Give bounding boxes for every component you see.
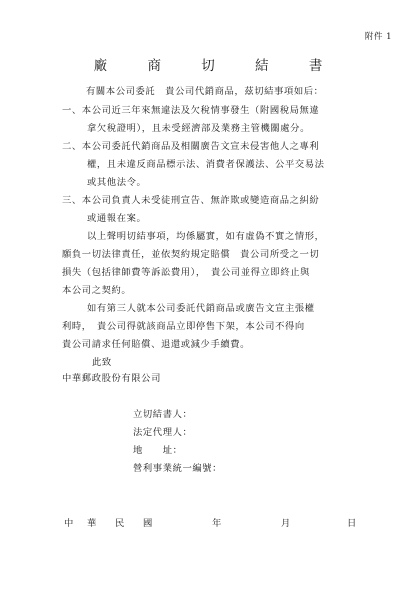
date-char-1: 中 [64, 518, 74, 529]
address-label: 地 址： [133, 445, 183, 456]
paragraph-1-line-2: 願負一切法律責任，並依契約規定賠償 貴公司所受之一切 [62, 249, 320, 260]
item-1-line-1: 一、本公司近三年來無違法及欠稅情事發生（附國稅局無違 [62, 105, 320, 116]
closing-text: 此致 [92, 357, 112, 368]
paragraph-1-line-3: 損失（包括律師費等訴訟費用）， 貴公司並得立即終止與 [62, 267, 311, 278]
item-2-line-2: 權，且未違反商品標示法、消費者保護法、公平交易法 [87, 159, 325, 170]
date-char-2: 華 [87, 518, 97, 529]
recipient-name: 中華郵政股份有限公司 [62, 373, 161, 384]
representative-label: 法定代理人： [133, 427, 193, 438]
date-month-label: 月 [281, 518, 291, 529]
date-char-3: 民 [115, 518, 125, 529]
paragraph-2-line-3: 貴公司請求任何賠償、退還或減少手續費。 [62, 339, 251, 350]
paragraph-2-line-2: 利時， 貴公司得就該商品立即停售下架，本公司不得向 [62, 321, 305, 332]
signer-label: 立切結書人： [133, 409, 193, 420]
date-char-4: 國 [143, 518, 153, 529]
item-3-line-1: 三、本公司負責人未受徒刑宣告、無詐欺或變造商品之糾紛 [62, 195, 320, 206]
paragraph-1-line-4: 本公司之契約。 [62, 285, 132, 296]
intro-text: 有關本公司委託 貴公司代銷商品，茲切結事項如后： [86, 86, 324, 97]
date-year-label: 年 [212, 518, 222, 529]
paragraph-1-line-1: 以上聲明切結事項，均係屬實，如有虛偽不實之情形， [87, 231, 325, 242]
item-1-line-2: 拿欠稅證明），且未受經濟部及業務主管機關處分。 [87, 123, 310, 134]
item-2-line-1: 二、本公司委託代銷商品及相關廣告文宣未侵害他人之專利 [62, 141, 320, 152]
date-day-label: 日 [347, 518, 357, 529]
document-title: 廠 商 切 結 書 [93, 58, 341, 74]
item-3-line-2: 或通報在案。 [87, 213, 147, 224]
paragraph-2-line-1: 如有第三人就本公司委託代銷商品或廣告文宣主張權 [87, 303, 315, 314]
item-2-line-3: 或其他法令。 [87, 177, 147, 188]
business-id-label: 營利事業統一編號： [133, 463, 223, 474]
attachment-label: 附件 1 [364, 32, 392, 42]
